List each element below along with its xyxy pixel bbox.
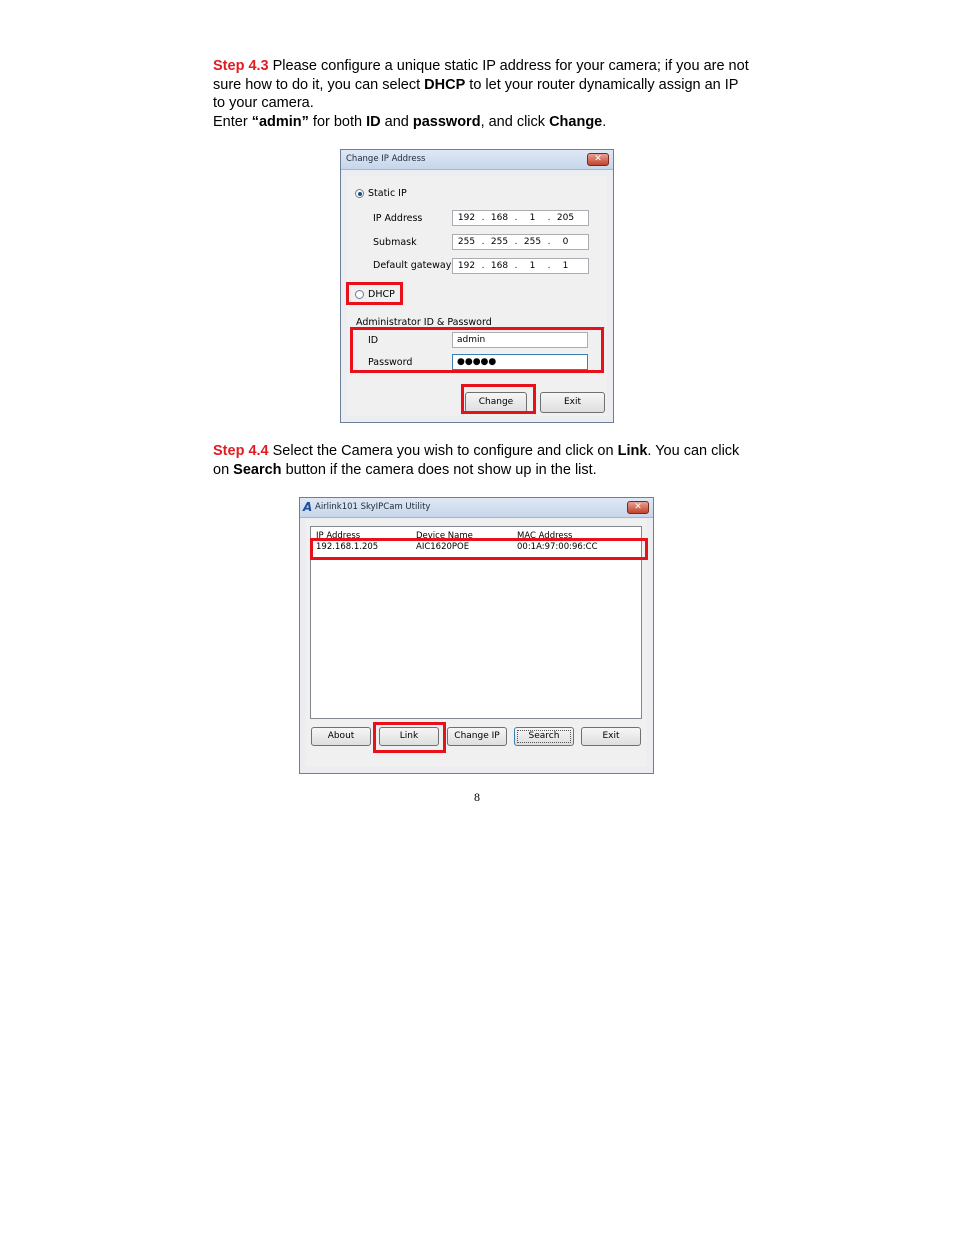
ip-dot: . [547,213,551,223]
static-ip-label: Static IP [368,188,407,199]
ip-dot: . [514,213,518,223]
gateway-octet-3: 1 [529,261,536,271]
ip-dot: . [481,213,485,223]
about-button[interactable]: About [311,727,371,746]
column-header-ip-address[interactable]: IP Address [316,531,361,541]
ip-octet-1: 192 [457,213,476,223]
search-term: Search [233,461,282,478]
utility-title: Airlink101 SkyIPCam Utility [315,502,431,512]
gateway-dot: . [481,261,485,271]
change-ip-button[interactable]: Change IP [447,727,507,746]
step-4-3-text-7: . [602,114,607,131]
search-button[interactable]: Search [514,727,574,746]
row-device-name: AIC1620POE [416,542,470,552]
step-4-3-text-5: and [380,114,413,131]
step-4-3-text-4: for both [308,114,367,131]
gateway-octet-4: 1 [562,261,569,271]
gateway-dot: . [514,261,518,271]
ip-octet-3: 1 [529,213,536,223]
submask-dot: . [481,237,485,247]
link-highlight-box [373,722,446,753]
camera-row-highlight-box [310,538,648,560]
exit-button[interactable]: Exit [540,392,605,413]
page-number: 8 [474,790,480,804]
close-icon[interactable]: ✕ [627,501,649,514]
submask-dot: . [514,237,518,247]
step-4-4-text-3: button if the camera does not show up in the list. [281,461,597,478]
airlink-app-icon: A [303,500,313,514]
row-mac-address: 00:1A:97:00:96:CC [517,542,598,552]
step-4-3-text-2: to let your router dynamically assign an IP to your camera. [213,76,739,112]
dhcp-highlight-box [346,282,403,305]
utility-titlebar [300,498,653,518]
id-term: ID [366,114,381,131]
static-ip-radio[interactable] [355,189,364,198]
submask-label: Submask [373,237,417,248]
close-icon[interactable]: ✕ [587,153,609,166]
submask-octet-1: 255 [457,237,476,247]
id-label: ID [368,335,379,346]
submask-dot: . [547,237,551,247]
submask-field[interactable] [452,234,589,250]
submask-octet-3: 255 [523,237,542,247]
password-input[interactable]: ●●●●● [452,354,588,370]
credentials-highlight-box [350,327,604,373]
change-term: Change [549,114,603,131]
admin-term: “admin” [251,114,309,131]
change-highlight-box [461,384,536,414]
column-header-mac-address[interactable]: MAC Address [517,531,573,541]
submask-octet-4: 0 [562,237,569,247]
submask-octet-2: 255 [490,237,509,247]
step-4-3-text-6: , and click [480,114,550,131]
change-ip-titlebar [341,150,613,170]
step-4-4-label: Step 4.4 [213,443,269,459]
ip-address-label: IP Address [373,213,423,224]
change-button[interactable]: Change [465,392,527,413]
step-4-3-text-1: Please configure a unique static IP address for your camera; if you are not sure how to do it, you can select [213,58,749,93]
change-ip-title: Change IP Address [346,154,426,164]
admin-group-label: Administrator ID & Password [356,317,492,328]
ip-octet-4: 205 [556,213,575,223]
id-input[interactable]: admin [452,332,588,348]
dhcp-term: DHCP [424,76,466,93]
link-button[interactable]: Link [379,727,439,746]
password-label: Password [368,357,413,368]
step-4-3-label: Step 4.3 [213,58,269,74]
link-term: Link [617,443,648,459]
gateway-dot: . [547,261,551,271]
step-4-3-paragraph [213,57,753,132]
gateway-octet-1: 192 [457,261,476,271]
step-4-4-text-1: Select the Camera you wish to configure and click on [268,443,618,459]
dhcp-label: DHCP [368,289,395,300]
step-4-4-paragraph [213,442,753,479]
ip-octet-2: 168 [490,213,509,223]
ip-address-field[interactable] [452,210,589,226]
step-4-4-text-2: . You can click on [213,443,740,478]
gateway-label: Default gateway [373,260,452,271]
gateway-octet-2: 168 [490,261,509,271]
column-header-device-name[interactable]: Device Name [416,531,473,541]
radio-selected-dot [358,192,362,196]
password-term: password [412,114,481,131]
step-4-3-text-3: Enter [213,114,252,131]
gateway-field[interactable] [452,258,589,274]
row-ip-address: 192.168.1.205 [316,542,379,552]
exit-button[interactable]: Exit [581,727,641,746]
